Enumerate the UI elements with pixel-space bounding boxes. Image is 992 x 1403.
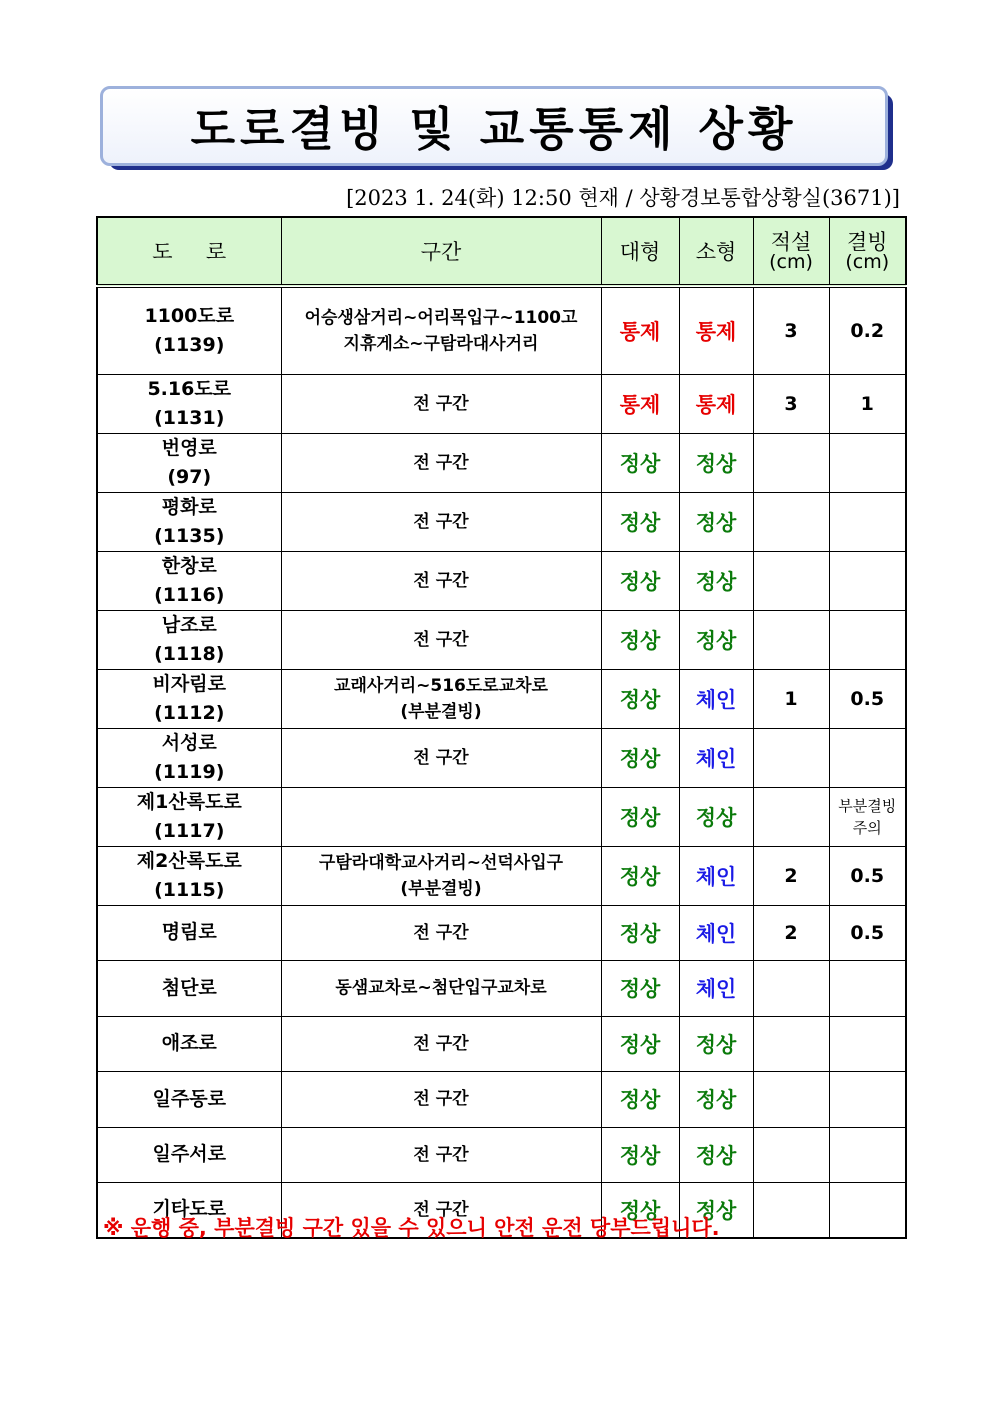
large-vehicle-status: 통제 [601,374,679,433]
snow-depth: 2 [753,905,829,960]
section-text: 전 구간 [413,511,469,532]
road-name-cell [97,374,281,433]
road-number: (1139) [154,333,225,356]
large-vehicle-status: 통제 [601,286,679,374]
road-name-cell [97,492,281,551]
snow-depth [753,1127,829,1182]
header-snow: 적설 (cm) [753,217,829,286]
road-name: 제2산록도로 [136,849,242,872]
road-name-cell [97,433,281,492]
road-name: 한창로 [161,554,217,577]
road-name: 기타도로 [152,1198,226,1221]
road-number: (97) [167,465,212,488]
table-row [97,1016,906,1071]
section-text: 전 구간 [413,393,469,414]
section-note: 지휴게소~구탐라대사거리 [343,333,539,354]
ice-depth [829,960,906,1016]
road-number: (1115) [154,878,225,901]
large-vehicle-status: 정상 [601,551,679,610]
ice-depth [829,728,906,787]
table-row [97,905,906,960]
ice-depth [829,787,906,846]
section-text: 전 구간 [413,1033,469,1054]
road-number: (1119) [154,760,225,783]
road-name-cell [97,610,281,669]
safety-notice: ※ 운행 중, 부분결빙 구간 있을 수 있으니 안전 운전 당부드립니다. [103,1216,720,1240]
header-ice: 결빙 (cm) [829,217,906,286]
road-name-cell [97,669,281,728]
snow-depth [753,551,829,610]
ice-depth: 0.5 [829,669,906,728]
table-row [97,1071,906,1127]
road-name: 비자림로 [152,672,226,695]
ice-depth: 0.5 [829,846,906,905]
large-vehicle-status: 정상 [601,1016,679,1071]
road-name-cell [97,286,281,374]
road-number: (1131) [154,406,225,429]
small-vehicle-status: 체인 [679,728,753,787]
small-vehicle-status: 정상 [679,1071,753,1127]
section-cell [281,551,601,610]
small-vehicle-status: 체인 [679,960,753,1016]
section-cell [281,728,601,787]
snow-depth [753,610,829,669]
road-number: (1118) [154,642,225,665]
section-cell [281,610,601,669]
large-vehicle-status: 정상 [601,728,679,787]
snow-depth: 3 [753,286,829,374]
ice-note: 부분결빙 [838,796,897,815]
page-title: 도로결빙 및 교통통제 상황 [190,102,798,156]
road-number: (1112) [154,701,225,724]
section-cell [281,492,601,551]
section-text: 전 구간 [413,747,469,768]
section-text: 어승생삼거리~어리목입구~1100고 [304,307,578,328]
small-vehicle-status: 통제 [679,286,753,374]
table-row [97,960,906,1016]
ice-depth: 0.5 [829,905,906,960]
road-number: (1116) [154,583,225,606]
road-number: (1135) [154,524,225,547]
snow-depth: 1 [753,669,829,728]
ice-depth [829,551,906,610]
large-vehicle-status: 정상 [601,905,679,960]
table-row [97,374,906,433]
ice-depth [829,1127,906,1182]
table-row [97,1127,906,1182]
section-text: 전 구간 [413,1199,469,1220]
header-road: 도 로 [97,217,281,286]
road-status-table [96,216,907,1239]
section-text: 전 구간 [413,1144,469,1165]
section-text: 전 구간 [413,452,469,473]
ice-depth [829,433,906,492]
road-name: 남조로 [161,613,217,636]
road-name-cell [97,960,281,1016]
section-cell [281,374,601,433]
snow-depth [753,1016,829,1071]
large-vehicle-status: 정상 [601,1071,679,1127]
road-name: 번영로 [161,436,217,459]
small-vehicle-status: 정상 [679,1182,753,1238]
small-vehicle-status: 정상 [679,610,753,669]
section-cell [281,905,601,960]
small-vehicle-status: 정상 [679,787,753,846]
road-name: 일주동로 [152,1087,226,1110]
snow-depth [753,1182,829,1238]
ice-depth [829,610,906,669]
small-vehicle-status: 체인 [679,846,753,905]
table-row [97,286,906,374]
small-vehicle-status: 체인 [679,669,753,728]
small-vehicle-status: 정상 [679,551,753,610]
table-header-row [97,217,906,286]
section-note: (부분결빙) [400,701,482,722]
small-vehicle-status: 정상 [679,433,753,492]
ice-depth [829,492,906,551]
section-cell [281,1071,601,1127]
ice-depth: 1 [829,374,906,433]
table-row [97,846,906,905]
section-text: 교래사거리~516도로교차로 [334,675,548,696]
road-name-cell [97,905,281,960]
road-name: 명림로 [161,921,217,943]
large-vehicle-status: 정상 [601,960,679,1016]
snow-depth [753,728,829,787]
road-name-cell [97,1016,281,1071]
large-vehicle-status: 정상 [601,787,679,846]
section-cell [281,960,601,1016]
road-name: 일주서로 [152,1143,226,1165]
section-text: 동샘교차로~첨단입구교차로 [335,978,547,998]
section-note: (부분결빙) [400,878,482,899]
section-text: 전 구간 [413,629,469,650]
small-vehicle-status: 정상 [679,1127,753,1182]
ice-depth: 0.2 [829,286,906,374]
road-name-cell [97,1127,281,1182]
road-name-cell [97,551,281,610]
snow-depth [753,433,829,492]
large-vehicle-status: 정상 [601,492,679,551]
section-text: 구탐라대학교사거리~선덕사입구 [318,852,564,873]
ice-depth [829,1016,906,1071]
report-timestamp: [2023 1. 24(화) 12:50 현재 / 상황경보통합상황실(3671)] [346,186,900,210]
table-row [97,433,906,492]
title-banner [100,86,888,166]
road-name: 서성로 [161,731,217,754]
section-text: 전 구간 [413,570,469,591]
road-name-cell [97,1071,281,1127]
road-name-cell [97,846,281,905]
table-row [97,610,906,669]
snow-depth [753,492,829,551]
table-row [97,787,906,846]
table-row [97,728,906,787]
road-name: 애조로 [161,1032,217,1054]
large-vehicle-status: 정상 [601,1127,679,1182]
road-name: 제1산록도로 [136,790,242,813]
small-vehicle-status: 정상 [679,1016,753,1071]
section-cell [281,433,601,492]
large-vehicle-status: 정상 [601,610,679,669]
small-vehicle-status: 통제 [679,374,753,433]
section-cell [281,846,601,905]
road-name: 첨단로 [161,976,217,999]
section-cell [281,1016,601,1071]
section-text: 전 구간 [413,1089,469,1109]
small-vehicle-status: 정상 [679,492,753,551]
large-vehicle-status: 정상 [601,1182,679,1238]
header-large: 대형 [601,217,679,286]
road-number: (1117) [154,819,225,842]
road-name: 1100도로 [144,304,235,327]
large-vehicle-status: 정상 [601,846,679,905]
header-section: 구간 [281,217,601,286]
snow-depth: 3 [753,374,829,433]
ice-note-2: 주의 [852,818,882,837]
snow-depth: 2 [753,846,829,905]
road-name: 평화로 [161,495,217,518]
snow-depth [753,1071,829,1127]
section-cell [281,787,601,846]
section-cell [281,1127,601,1182]
ice-depth [829,1071,906,1127]
section-text: 전 구간 [413,922,469,943]
table-row [97,492,906,551]
large-vehicle-status: 정상 [601,669,679,728]
large-vehicle-status: 정상 [601,433,679,492]
snow-depth [753,960,829,1016]
road-name-cell [97,728,281,787]
snow-depth [753,787,829,846]
road-name-cell [97,787,281,846]
road-name: 5.16도로 [147,377,232,400]
section-cell [281,669,601,728]
ice-depth [829,1182,906,1238]
header-small: 소형 [679,217,753,286]
small-vehicle-status: 체인 [679,905,753,960]
table-row [97,551,906,610]
section-cell [281,286,601,374]
table-row [97,669,906,728]
